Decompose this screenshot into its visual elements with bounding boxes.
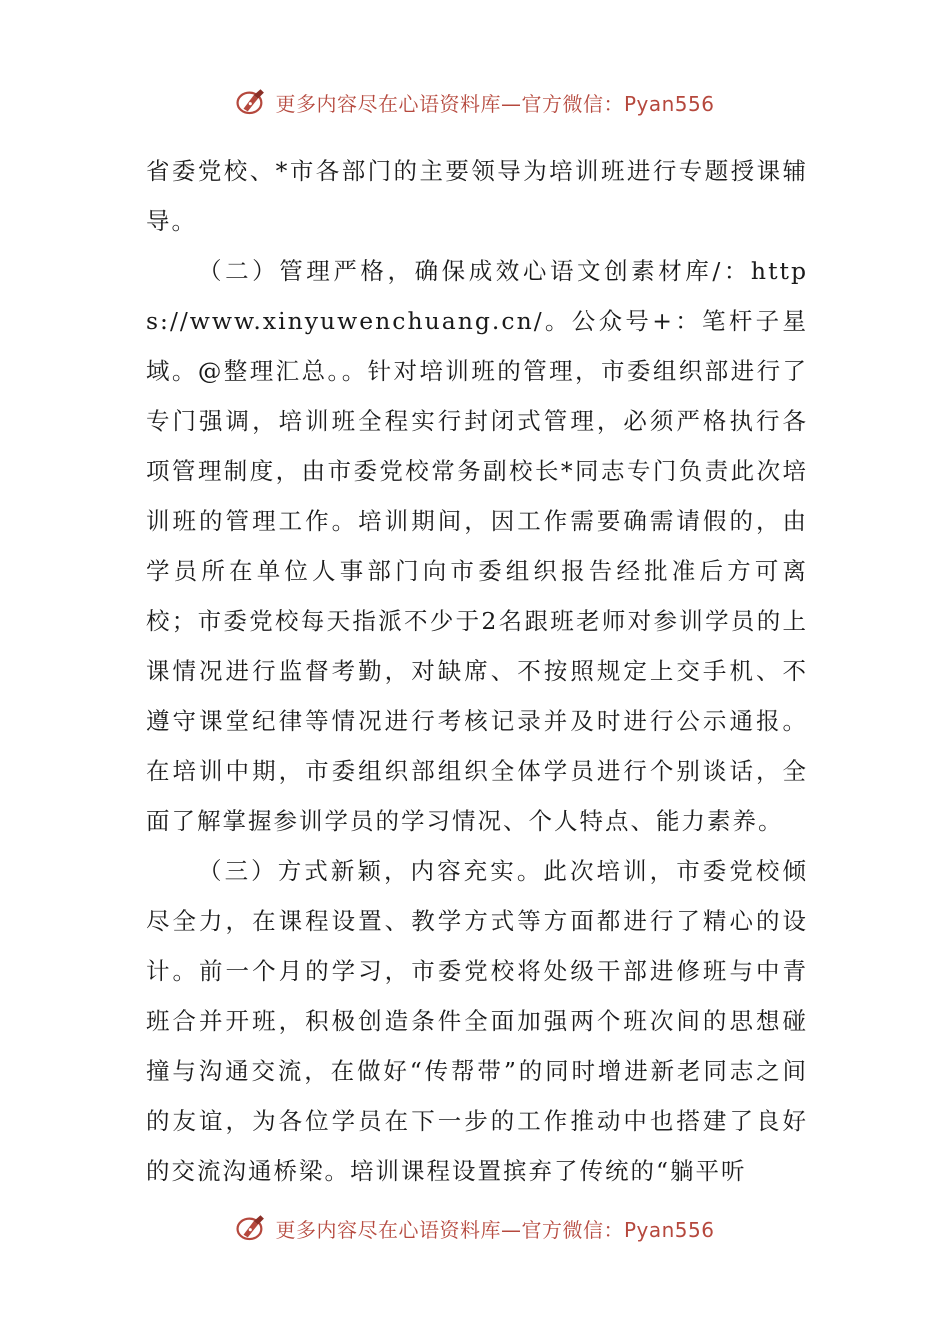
header-watermark <box>0 80 950 124</box>
pen-nib-logo-icon <box>235 85 269 119</box>
watermark-text: 更多内容尽在心语资料库—官方微信：Pyan556 <box>275 1217 715 1242</box>
footer-watermark <box>0 1206 950 1250</box>
paragraph-3: （三）方式新颖，内容充实。此次培训，市委党校倾尽全力，在课程设置、教学方式等方面都进行了精心的设计。前一个月的学习，市委党校将处级干部进修班与中青班合并开班，积极创造条件全面加强两个班次间的思想碰撞与沟通交流，在做好“传帮带”的同时增进新老同志之间的友谊，为各位学员在下一步的工作推动中也搭建了良好的交流沟通桥梁。培训课程设置摈弃了传统的“躺平听 <box>146 857 808 1185</box>
pen-nib-logo-icon <box>235 1211 269 1245</box>
paragraph-2: （二）管理严格，确保成效心语文创素材库/：https://www.xinyuwenchuang.cn/。公众号+：笔杆子星域。@整理汇总。。针对培训班的管理，市委组织部进行了专门强调，培训班全程实行封闭式管理，必须严格执行各项管理制度，由市委党校常务副校长*同志专门负责此次培训班的管理工作。培训期间，因工作需要确需请假的，由学员所在单位人事部门向市委组织报告经批准后方可离校；市委党校每天指派不少于2名跟班老师对参训学员的上课情况进行监督考勤，对缺席、不按照规定上交手机、不遵守课堂纪律等情况进行考核记录并及时进行公示通报。在培训中期，市委组织部组织全体学员进行个别谈话，全面了解掌握参训学员的学习情况、个人特点、能力素养。 <box>146 257 808 835</box>
watermark-text: 更多内容尽在心语资料库—官方微信：Pyan556 <box>275 91 715 116</box>
document-body <box>146 146 808 1196</box>
paragraph-1: 省委党校、*市各部门的主要领导为培训班进行专题授课辅导。 <box>146 157 808 235</box>
watermark-group <box>235 1211 714 1245</box>
watermark-group <box>235 85 714 119</box>
